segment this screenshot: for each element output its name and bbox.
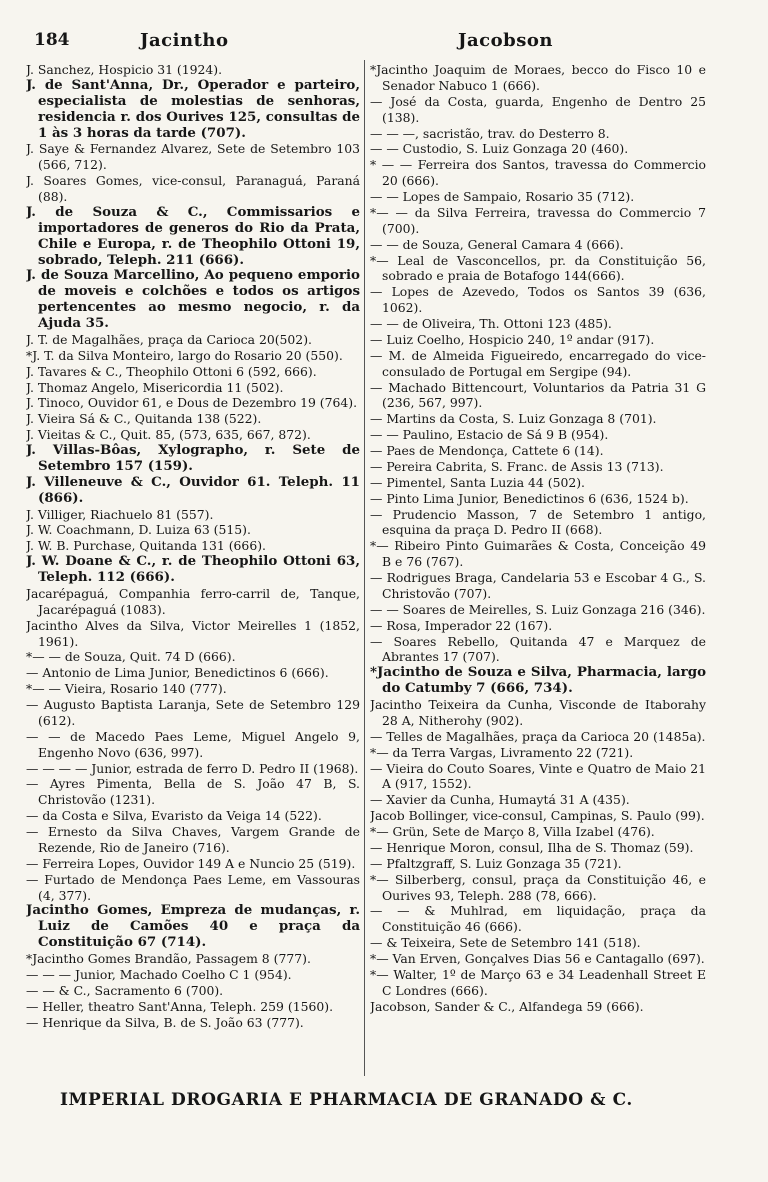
directory-entry: — José da Costa, guarda, Engenho de Dentro 25 (138). (370, 93, 706, 125)
directory-entry: *— Leal de Vasconcellos, pr. da Constituição 56, sobrado e praia de Botafogo 144(666). (370, 252, 706, 284)
directory-entry: — Rodrigues Braga, Candelaria 53 e Escobar 4 G., S. Christovão (707). (370, 570, 706, 601)
directory-entry: — Henrique da Silva, B. de S. João 63 (777). (26, 1014, 304, 1030)
directory-entry: * — — Ferreira dos Santos, travessa do Commercio 20 (666). (370, 157, 706, 189)
directory-entry: — — de Souza, General Camara 4 (666). (370, 236, 624, 252)
directory-entry: Jacintho Gomes, Empreza de mudanças, r. Luiz de Camões 40 e praça da Constituição 67 (714). (26, 902, 360, 951)
directory-entry: — Ferreira Lopes, Ouvidor 149 A e Nuncio 25 (519). (26, 855, 356, 871)
page-number: 184 (34, 30, 70, 50)
directory-entry: J. Soares Gomes, vice-consul, Paranaguá, Paraná (88). (26, 173, 360, 204)
directory-entry: — — Soares de Meirelles, S. Luiz Gonzaga 216 (346). (370, 601, 706, 617)
directory-entry: — & Teixeira, Sete de Setembro 141 (518). (370, 935, 641, 951)
directory-entry: — Paes de Mendonça, Cattete 6 (14). (370, 443, 604, 458)
directory-entry: — Antonio de Lima Junior, Benedictinos 6 (666). (26, 665, 329, 681)
directory-entry: — Lopes de Azevedo, Todos os Santos 39 (636, 1062). (370, 284, 706, 316)
directory-entry: *— — da Silva Ferreira, travessa do Commercio 7 (700). (370, 204, 706, 236)
directory-entry: Jacintho Teixeira da Cunha, Visconde de Itaborahy 28 A, Nitherohy (902). (370, 697, 706, 728)
directory-entry: J. W. Doane & C., r. de Theophilo Ottoni 63, Teleph. 112 (666). (26, 553, 360, 585)
directory-entry: — M. de Almeida Figueiredo, encarregado do vice-consulado de Portugal em Sergipe (94). (370, 347, 706, 379)
directory-entry: J. Sanchez, Hospicio 31 (1924). (26, 62, 223, 77)
directory-entry: J. Vieitas & C., Quit. 85, (573, 635, 667, 872). (26, 427, 311, 443)
directory-entry: — Pereira Cabrita, S. Franc. de Assis 13 (713). (370, 458, 664, 474)
directory-entry: *Jacintho Joaquim de Moraes, becco do Fisco 10 e Senador Nabuco 1 (666). (370, 62, 706, 93)
directory-entry: — Martins da Costa, S. Luiz Gonzaga 8 (701). (370, 411, 657, 427)
directory-entry: J. Villeneuve & C., Ouvidor 61. Teleph. 11 (866). (26, 473, 360, 506)
directory-entry: — Augusto Baptista Laranja, Sete de Setembro 129 (612). (26, 697, 360, 728)
right-running-head: Jacobson (458, 30, 553, 51)
directory-entry: — Soares Rebello, Quitanda 47 e Marquez de Abrantes 17 (707). (370, 633, 706, 665)
directory-entry: J. Saye & Fernandez Alvarez, Sete de Setembro 103 (566, 712). (26, 141, 360, 173)
directory-entry: — — Lopes de Sampaio, Rosario 35 (712). (370, 189, 635, 204)
directory-entry: — — de Oliveira, Th. Ottoni 123 (485). (370, 316, 612, 331)
directory-entry: *— Van Erven, Gonçalves Dias 56 e Cantagallo (697). (370, 951, 705, 966)
directory-entry: — Machado Bittencourt, Voluntarios da Patria 31 G (236, 567, 997). (370, 379, 706, 411)
directory-entry: J. Thomaz Angelo, Misericordia 11 (502). (26, 379, 284, 395)
directory-entry: — da Costa e Silva, Evaristo da Veiga 14 (522). (26, 808, 322, 824)
directory-entry: Jacarépaguá, Companhia ferro-carril de, Tanque, Jacarépaguá (1083). (26, 585, 360, 617)
directory-entry: — — & Muhlrad, em liquidação, praça da Constituição 46 (666). (370, 903, 706, 935)
directory-entry: *— da Terra Vargas, Livramento 22 (721). (370, 744, 634, 760)
advertisement-banner: IMPERIAL DROGARIA E PHARMACIA DE GRANADO & C. (60, 1090, 633, 1110)
directory-entry: — Xavier da Cunha, Humaytá 31 A (435). (370, 792, 630, 808)
directory-entry: *— Silberberg, consul, praça da Constituição 46, e Ourives 93, Teleph. 288 (78, 666). (370, 871, 706, 903)
directory-entry: J. W. B. Purchase, Quitanda 131 (666). (26, 538, 266, 554)
right-column (370, 62, 706, 1072)
directory-entry: — Pfaltzgraff, S. Luiz Gonzaga 35 (721). (370, 855, 622, 871)
directory-entry: J. de Souza & C., Commissarios e importadores de generos do Rio da Prata, Chile e Europa, r. de Theophilo Ottoni 19, sobrado, Teleph. 211 (666). (26, 203, 360, 268)
directory-entry: — Henrique Moron, consul, Ilha de S. Thomaz (59). (370, 839, 694, 855)
directory-entry: — Ayres Pimenta, Bella de S. João 47 B, S. Christovão (1231). (26, 776, 360, 808)
directory-entry: *— Walter, 1º de Março 63 e 34 Leadenhall Street E C Londres (666). (370, 966, 706, 998)
directory-entry: — Furtado de Mendonça Paes Leme, em Vassouras (4, 377). (26, 871, 360, 903)
directory-entry: Jacintho Alves da Silva, Victor Meirelles 1 (1852, 1961). (26, 617, 360, 649)
directory-entry: *J. T. da Silva Monteiro, largo do Rosario 20 (550). (26, 347, 343, 363)
directory-entry: *— — Vieira, Rosario 140 (777). (26, 681, 227, 697)
page-header (0, 30, 768, 56)
directory-entry: *Jacintho Gomes Brandão, Passagem 8 (777). (26, 951, 311, 966)
directory-entry: — Heller, theatro Sant'Anna, Teleph. 259 (1560). (26, 998, 334, 1014)
directory-entry: — Prudencio Masson, 7 de Setembro 1 antigo, esquina da praça D. Pedro II (668). (370, 506, 706, 538)
directory-entry: — — —, sacristão, trav. do Desterro 8. (370, 125, 610, 141)
directory-entry: Jacob Bollinger, vice-consul, Campinas, S. Paulo (99). (370, 808, 705, 824)
left-column (26, 62, 360, 1072)
directory-entry: — — & C., Sacramento 6 (700). (26, 982, 224, 998)
directory-entry: — — — — Junior, estrada de ferro D. Pedro II (1968). (26, 760, 359, 776)
directory-entry: J. Tinoco, Ouvidor 61, e Dous de Dezembro 19 (764). (26, 395, 358, 411)
directory-entry: — Pinto Lima Junior, Benedictinos 6 (636, 1524 b). (370, 490, 689, 506)
directory-entry: J. de Souza Marcellino, Ao pequeno emporio de moveis e colchões e todos os artigos pertencentes ao mesmo negocio, r. da Ajuda 35. (26, 267, 360, 331)
directory-entry: *— — de Souza, Quit. 74 D (666). (26, 649, 236, 665)
directory-entry: J. Villiger, Riachuelo 81 (557). (26, 506, 214, 522)
directory-entry: *— Ribeiro Pinto Guimarães & Costa, Conceição 49 B e 76 (767). (370, 538, 706, 570)
directory-entry: *Jacintho de Souza e Silva, Pharmacia, largo do Catumby 7 (666, 734). (370, 664, 706, 697)
directory-entry: — — Custodio, S. Luiz Gonzaga 20 (460). (370, 141, 629, 157)
directory-entry: — Ernesto da Silva Chaves, Vargem Grande de Rezende, Rio de Janeiro (716). (26, 824, 360, 855)
directory-entry: — Rosa, Imperador 22 (167). (370, 617, 553, 633)
column-divider (364, 60, 365, 1076)
directory-entry: — — Paulino, Estacio de Sá 9 B (954). (370, 427, 609, 443)
directory-entry: Jacobson, Sander & C., Alfandega 59 (666). (370, 998, 644, 1014)
directory-entry: — Telles de Magalhães, praça da Carioca 20 (1485a). (370, 728, 706, 744)
directory-entry: — Luiz Coelho, Hospicio 240, 1º andar (917). (370, 331, 655, 347)
directory-entry: J. T. de Magalhães, praça da Carioca 20(502). (26, 331, 312, 347)
directory-entry: — Pimentel, Santa Luzia 44 (502). (370, 474, 585, 490)
directory-entry: — — — Junior, Machado Coelho C 1 (954). (26, 966, 292, 982)
directory-entry: — — de Macedo Paes Leme, Miguel Angelo 9, Engenho Novo (636, 997). (26, 728, 360, 760)
directory-entry: J. W. Coachmann, D. Luiza 63 (515). (26, 522, 251, 538)
directory-entry: J. Vieira Sá & C., Quitanda 138 (522). (26, 411, 262, 427)
directory-entry: J. Villas-Bôas, Xylographo, r. Sete de Setembro 157 (159). (26, 442, 360, 474)
directory-entry: *— Grün, Sete de Março 8, Villa Izabel (476). (370, 824, 655, 839)
left-running-head: Jacintho (140, 30, 229, 51)
directory-entry: J. Tavares & C., Theophilo Ottoni 6 (592, 666). (26, 363, 317, 379)
directory-entry: J. de Sant'Anna, Dr., Operador e parteiro, especialista de molestias de senhoras, residencia r. dos Ourives 125, consultas de 1 às 3 horas da tarde (707). (26, 76, 360, 141)
directory-entry: — Vieira do Couto Soares, Vinte e Quatro de Maio 21 A (917, 1552). (370, 760, 706, 792)
